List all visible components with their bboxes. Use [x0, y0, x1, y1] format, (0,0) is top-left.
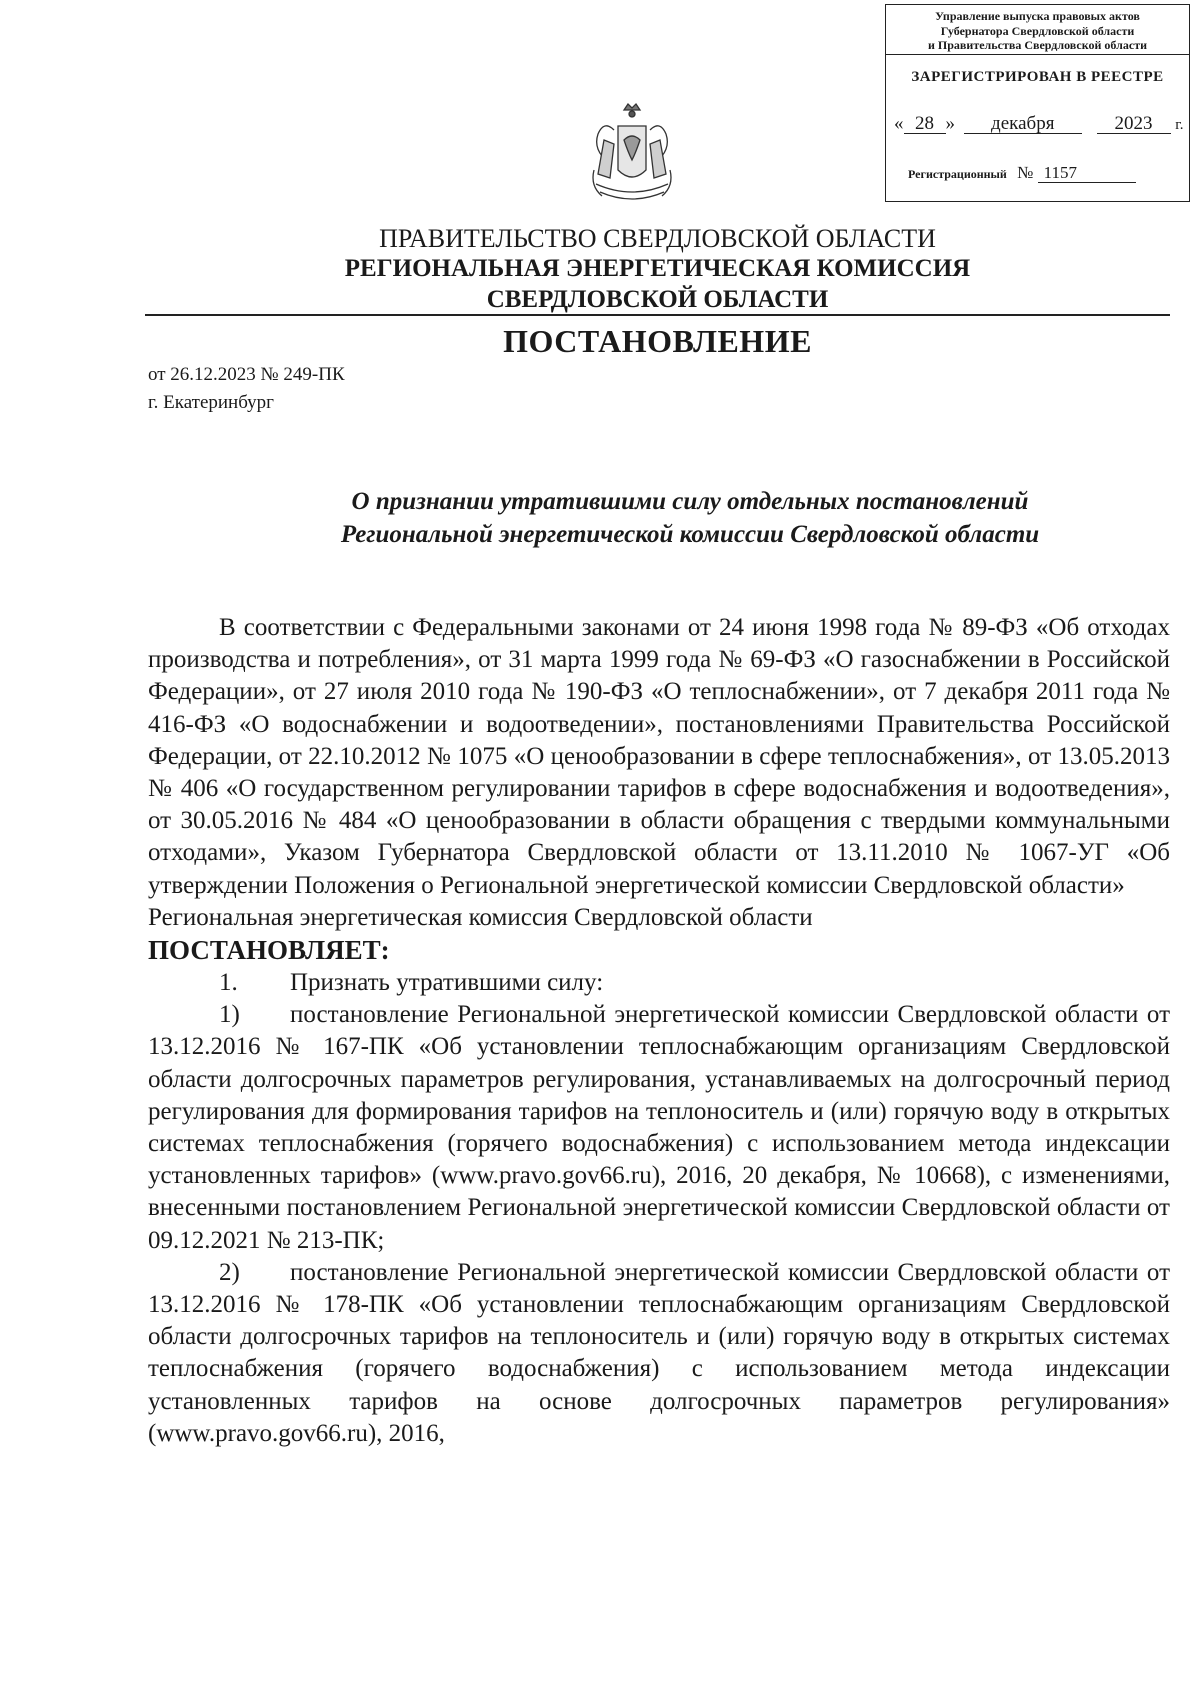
subclause-1	[148, 999, 1170, 1257]
document-meta	[148, 361, 345, 417]
decides-heading: ПОСТАНОВЛЯЕТ:	[148, 935, 390, 966]
stamp-header-line: Управление выпуска правовых актов	[935, 9, 1140, 23]
subclause-number: 1)	[219, 1001, 240, 1029]
document-body	[148, 612, 1170, 1450]
commission-name	[145, 253, 1170, 315]
stamp-day: 28	[904, 114, 946, 134]
preamble-paragraph: В соответствии с Федеральными законами от 24 июня 1998 года № 89-ФЗ «Об отходах производства и потребления», от 31 марта 1999 года № 69-ФЗ «О газоснабжении в Российской Федерации», от 27 июля 2010 года № 190-ФЗ «О теплоснабжении», от 7 декабря 2011 года № 416-ФЗ «О водоснабжении и водоотведении», постановлениями Правительства Российской Федерации, от 22.10.2012 № 1075 «О ценообразовании в сфере теплоснабжения», от 13.05.2013 № 406 «О государственном регулировании тарифов в сфере водоснабжения и водоотведения», от 30.05.2016 № 484 «О ценообразовании в области обращения с твердыми коммунальными отходами», Указом Губернатора Свердловской области от 13.11.2010 № 1067-УГ «Об утверждении Положения о Региональной энергетической комиссии Свердловской области»	[148, 614, 1170, 899]
header-divider	[145, 314, 1170, 316]
stamp-no-sign: №	[1017, 163, 1034, 182]
document-title	[145, 485, 1200, 551]
stamp-reg-number	[908, 163, 1183, 183]
stamp-reg-label: Регистрационный	[908, 167, 1007, 181]
coat-of-arms-emblem	[584, 100, 680, 212]
stamp-reg-value: 1157	[1038, 164, 1136, 183]
document-city: г. Екатеринбург	[148, 392, 274, 413]
document-type: ПОСТАНОВЛЕНИЕ	[503, 323, 812, 359]
stamp-quote-close: »	[945, 113, 955, 134]
commission-name-line: СВЕРДЛОВСКОЙ ОБЛАСТИ	[486, 286, 829, 313]
stamp-header-line: и Правительства Свердловской области	[928, 38, 1147, 52]
subclause-number: 2)	[219, 1258, 240, 1286]
document-title-line: Региональной энергетической комиссии Свердловской области	[340, 521, 1040, 548]
stamp-year-suffix: г.	[1175, 117, 1184, 133]
subclause-2	[148, 1257, 1170, 1450]
preamble-closing: Региональная энергетическая комиссия Свердловской области	[148, 903, 813, 931]
stamp-date	[894, 113, 1183, 135]
stamp-header-line: Губернатора Свердловской области	[940, 23, 1135, 38]
government-name: ПРАВИТЕЛЬСТВО СВЕРДЛОВСКОЙ ОБЛАСТИ	[379, 224, 936, 253]
clause-1	[148, 967, 1170, 999]
stamp-header	[886, 5, 1189, 55]
commission-name-line: РЕГИОНАЛЬНАЯ ЭНЕРГЕТИЧЕСКАЯ КОМИССИЯ	[344, 255, 971, 282]
subclause-text: постановление Региональной энергетической комиссии Свердловской области от 13.12.2016 № 167-ПК «Об установлении теплоснабжающим организациям Свердловской области долгосрочных параметров регулирования, устанавливаемых на долгосрочный период регулирования для формирования тарифов на теплоноситель и (или) горячую воду в открытых системах теплоснабжения (горячего водоснабжения) с использованием метода индексации установленных тарифов» (www.pravo.gov66.ru), 2016, 20 декабря, № 10668), с изменениями, внесенными постановлением Региональной энергетической комиссии Свердловской области от 09.12.2021 № 213-ПК;	[148, 1001, 1170, 1254]
stamp-year: 2023	[1097, 114, 1171, 134]
registration-stamp	[885, 4, 1190, 202]
stamp-quote-open: «	[894, 113, 904, 134]
document-date-number: от 26.12.2023 № 249-ПК	[148, 364, 345, 385]
stamp-registered-label: ЗАРЕГИСТРИРОВАН В РЕЕСТРЕ	[911, 69, 1164, 85]
subclause-text: постановление Региональной энергетической комиссии Свердловской области от 13.12.2016 № 178-ПК «Об установлении теплоснабжающим организациям Свердловской области долгосрочных тарифов на теплоноситель и (или) горячую воду в открытых системах теплоснабжения (горячего водоснабжения) с использованием метода индексации установленных тарифов на основе долгосрочных параметров регулирования» (www.pravo.gov66.ru), 2016,	[148, 1258, 1170, 1447]
document-title-line: О признании утратившими силу отдельных постановлений	[351, 488, 1029, 515]
stamp-month: декабря	[964, 114, 1082, 134]
clause-number: 1.	[219, 969, 238, 997]
clause-text: Признать утратившими силу:	[290, 969, 604, 997]
